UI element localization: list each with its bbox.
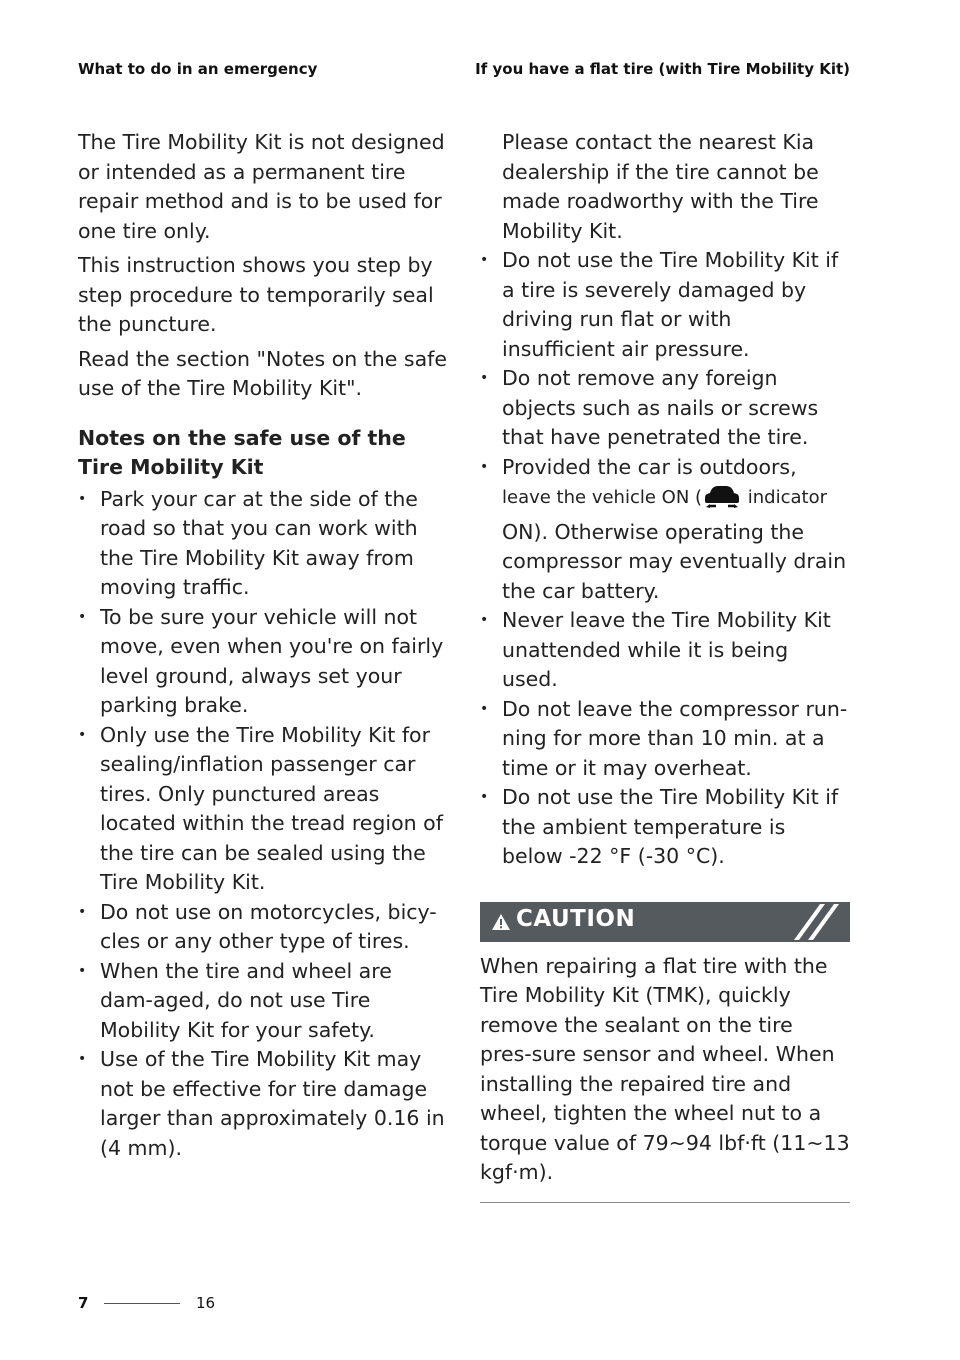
warning-triangle-icon (492, 914, 510, 934)
instruction-paragraph: This instruction shows you step by step procedure to temporarily seal the puncture. (78, 253, 434, 336)
vehicle-on-rest: ON). Otherwise operating the compressor may eventually drain the car battery. (502, 519, 847, 603)
list-item: • Park your car at the side of the road so that you can work with the Tire Mobility Kit away from moving traffic. (78, 485, 448, 603)
vehicle-on-line-start: Provided the car is outdoors, (502, 454, 797, 479)
chapter-number: 7 (78, 1294, 89, 1312)
list-item-vehicle-on (480, 453, 850, 607)
caution-title: CAUTION (516, 905, 636, 932)
list-item: • Do not use on motorcycles, bicy-cles or any other type of tires. (78, 898, 448, 957)
car-ready-indicator-icon (704, 483, 740, 518)
read-section-paragraph: Read the section "Notes on the safe use of the Tire Mobility Kit". (78, 346, 447, 400)
safety-notes-list (78, 485, 448, 1164)
vehicle-on-after-icon: indicator (742, 487, 827, 508)
list-item: • Never leave the Tire Mobility Kit unattended while it is being used. (480, 606, 850, 695)
left-column (78, 128, 448, 1163)
list-item: • Do not leave the compressor run-ning for more than 10 min. at a time or it may overheat. (480, 695, 850, 784)
list-item: • Do not use the Tire Mobility Kit if the ambient temperature is below -22 °F (-30 °C). (480, 783, 850, 872)
list-item: • To be sure your vehicle will not move, even when you're on fairly level ground, always set your parking brake. (78, 603, 448, 721)
intro-paragraph: The Tire Mobility Kit is not designed or intended as a permanent tire repair method and is to be used for one tire only. (78, 130, 445, 243)
caution-text: When repairing a flat tire with the Tire Mobility Kit (TMK), quickly remove the sealant on the tire pres-sure sensor and wheel. When installing the repaired tire and wheel, tighten the wheel nut to a torque value of 79~94 lbf·ft (11~13 kgf·m). (480, 953, 850, 1184)
page-number: 16 (196, 1294, 216, 1312)
list-item: • Only use the Tire Mobility Kit for sealing/inflation passenger car tires. Only punctured areas located within the tread region of the tire can be sealed using the Tire Mobility Kit. (78, 721, 448, 898)
running-header-left: What to do in an emergency (78, 60, 318, 78)
section-title: Notes on the safe use of the Tire Mobility Kit (78, 425, 406, 479)
vehicle-on-before-icon: leave the vehicle ON ( (502, 487, 703, 508)
running-header-right: If you have a flat tire (with Tire Mobility Kit) (475, 60, 850, 78)
footer-divider (104, 1303, 180, 1304)
list-item: • When the tire and wheel are dam-aged, do not use Tire Mobility Kit for your safety. (78, 957, 448, 1046)
caution-stripes (792, 902, 842, 942)
caution-banner (480, 902, 850, 942)
list-item: • Use of the Tire Mobility Kit may not be effective for tire damage larger than approximately 0.16 in (4 mm). (78, 1045, 448, 1163)
safety-notes-list-continued (480, 246, 850, 872)
list-item: • Do not use the Tire Mobility Kit if a tire is severely damaged by driving run flat or with insufficient air pressure. (480, 246, 850, 364)
continuation-paragraph: Please contact the nearest Kia dealership if the tire cannot be made roadworthy with the Tire Mobility Kit. (502, 130, 819, 243)
right-column (480, 128, 850, 1211)
list-item: • Do not remove any foreign objects such as nails or screws that have penetrated the tire. (480, 364, 850, 453)
caution-divider (480, 1202, 850, 1203)
